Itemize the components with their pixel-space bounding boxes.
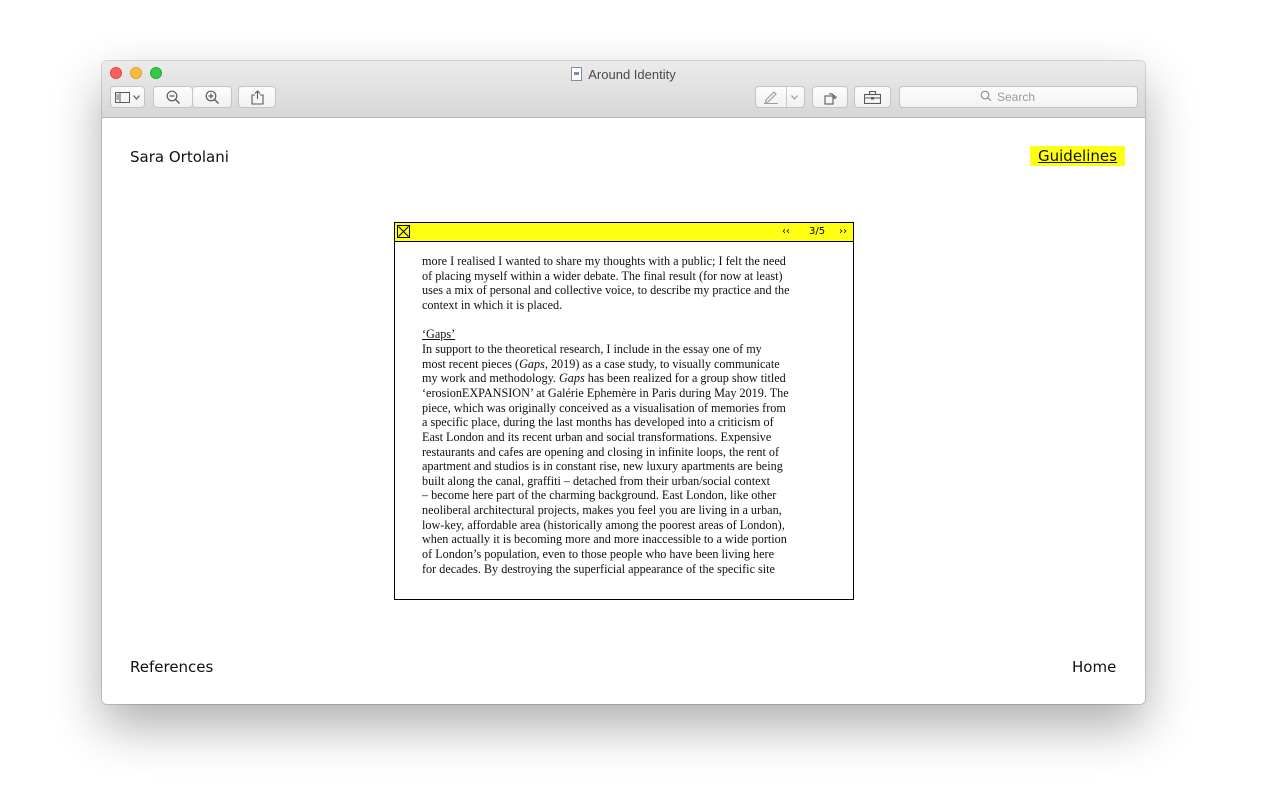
share-icon bbox=[251, 90, 264, 105]
text-line: In support to the theoretical research, I include in the essay one of my bbox=[422, 341, 762, 356]
text-line: ‘erosionEXPANSION’ at Galérie Ephemère in Paris during May 2019. The bbox=[422, 385, 789, 400]
toolbox-button[interactable] bbox=[854, 86, 891, 108]
text-line: most recent pieces (Gaps, 2019) as a case study, to visually communicate bbox=[422, 356, 780, 371]
text-line: apartment and studios is in constant rise, new luxury apartments are being bbox=[422, 459, 783, 474]
text-line: more I realised I wanted to share my thoughts with a public; I felt the need bbox=[422, 254, 786, 268]
text-line: of London’s population, even to those people who have been living here bbox=[422, 547, 774, 562]
home-link[interactable]: Home bbox=[1072, 658, 1117, 676]
search-field[interactable] bbox=[899, 86, 1138, 108]
text-line: context in which it is placed. bbox=[422, 297, 563, 312]
text-line: uses a mix of personal and collective voice, to describe my practice and the bbox=[422, 283, 790, 298]
rotate-button[interactable] bbox=[812, 86, 848, 108]
window-title bbox=[102, 67, 1145, 82]
text-line: restaurants and cafes are opening and closing in infinite loops, the rent of bbox=[422, 444, 780, 459]
markup-icon bbox=[763, 90, 779, 104]
window-title-text: Around Identity bbox=[588, 67, 676, 82]
page-indicator: 3/5 bbox=[809, 226, 826, 237]
text-line: a specific place, during the last months has developed into a criticism of bbox=[422, 415, 774, 430]
text-line: for decades. By destroying the superficial appearance of the specific site bbox=[422, 561, 775, 576]
italic-title: Gaps bbox=[519, 356, 545, 371]
panel-header bbox=[395, 223, 853, 242]
section-heading-text: ‘Gaps’ bbox=[422, 327, 456, 342]
author-link[interactable]: Sara Ortolani bbox=[130, 148, 229, 166]
titlebar bbox=[102, 61, 1145, 118]
share-button[interactable] bbox=[238, 86, 276, 108]
next-page-button[interactable]: ›› bbox=[839, 226, 847, 237]
sidebar-icon bbox=[115, 92, 130, 103]
close-panel-button[interactable] bbox=[397, 225, 410, 238]
sidebar-view-button[interactable] bbox=[110, 86, 145, 108]
text-line: my work and methodology. Gaps has been realized for a group show titled bbox=[422, 371, 786, 386]
markup-button[interactable] bbox=[755, 86, 805, 108]
close-icon bbox=[398, 226, 409, 237]
section-heading bbox=[422, 327, 827, 342]
text-line: when actually it is becoming more and more inaccessible to a wide portion bbox=[422, 532, 787, 547]
toolbox-icon bbox=[864, 91, 881, 104]
rotate-icon bbox=[823, 90, 838, 105]
search-icon bbox=[980, 90, 992, 105]
essay-text bbox=[422, 254, 827, 576]
text-line: built along the canal, graffiti – detached from their urban/social context bbox=[422, 473, 771, 488]
document-content bbox=[102, 118, 1145, 704]
zoom-out-button[interactable] bbox=[153, 86, 193, 108]
guidelines-link[interactable]: Guidelines bbox=[1030, 146, 1125, 166]
markup-chevron-icon bbox=[791, 95, 798, 100]
chevron-down-icon bbox=[133, 95, 140, 100]
italic-title: Gaps bbox=[558, 371, 585, 386]
search-input[interactable] bbox=[997, 90, 1057, 104]
zoom-in-button[interactable] bbox=[192, 86, 232, 108]
text-line: low-key, affordable area (historically among the poorest areas of London), bbox=[422, 517, 785, 532]
text-line: neoliberal architectural projects, makes you feel you are living in a urban, bbox=[422, 503, 782, 518]
preview-window bbox=[102, 61, 1145, 704]
text-line: of placing myself within a wider debate. The final result (for now at least) bbox=[422, 268, 783, 283]
text-line: East London and its recent urban and social transformations. Expensive bbox=[422, 429, 772, 444]
text-line: piece, which was originally conceived as a visualisation of memories from bbox=[422, 400, 786, 415]
zoom-in-icon bbox=[205, 90, 220, 105]
essay-panel bbox=[394, 222, 854, 600]
document-icon bbox=[571, 67, 582, 81]
text-line: – become here part of the charming background. East London, like other bbox=[422, 488, 777, 503]
references-link[interactable]: References bbox=[130, 658, 214, 676]
zoom-out-icon bbox=[166, 90, 181, 105]
previous-page-button[interactable]: ‹‹ bbox=[782, 226, 790, 237]
